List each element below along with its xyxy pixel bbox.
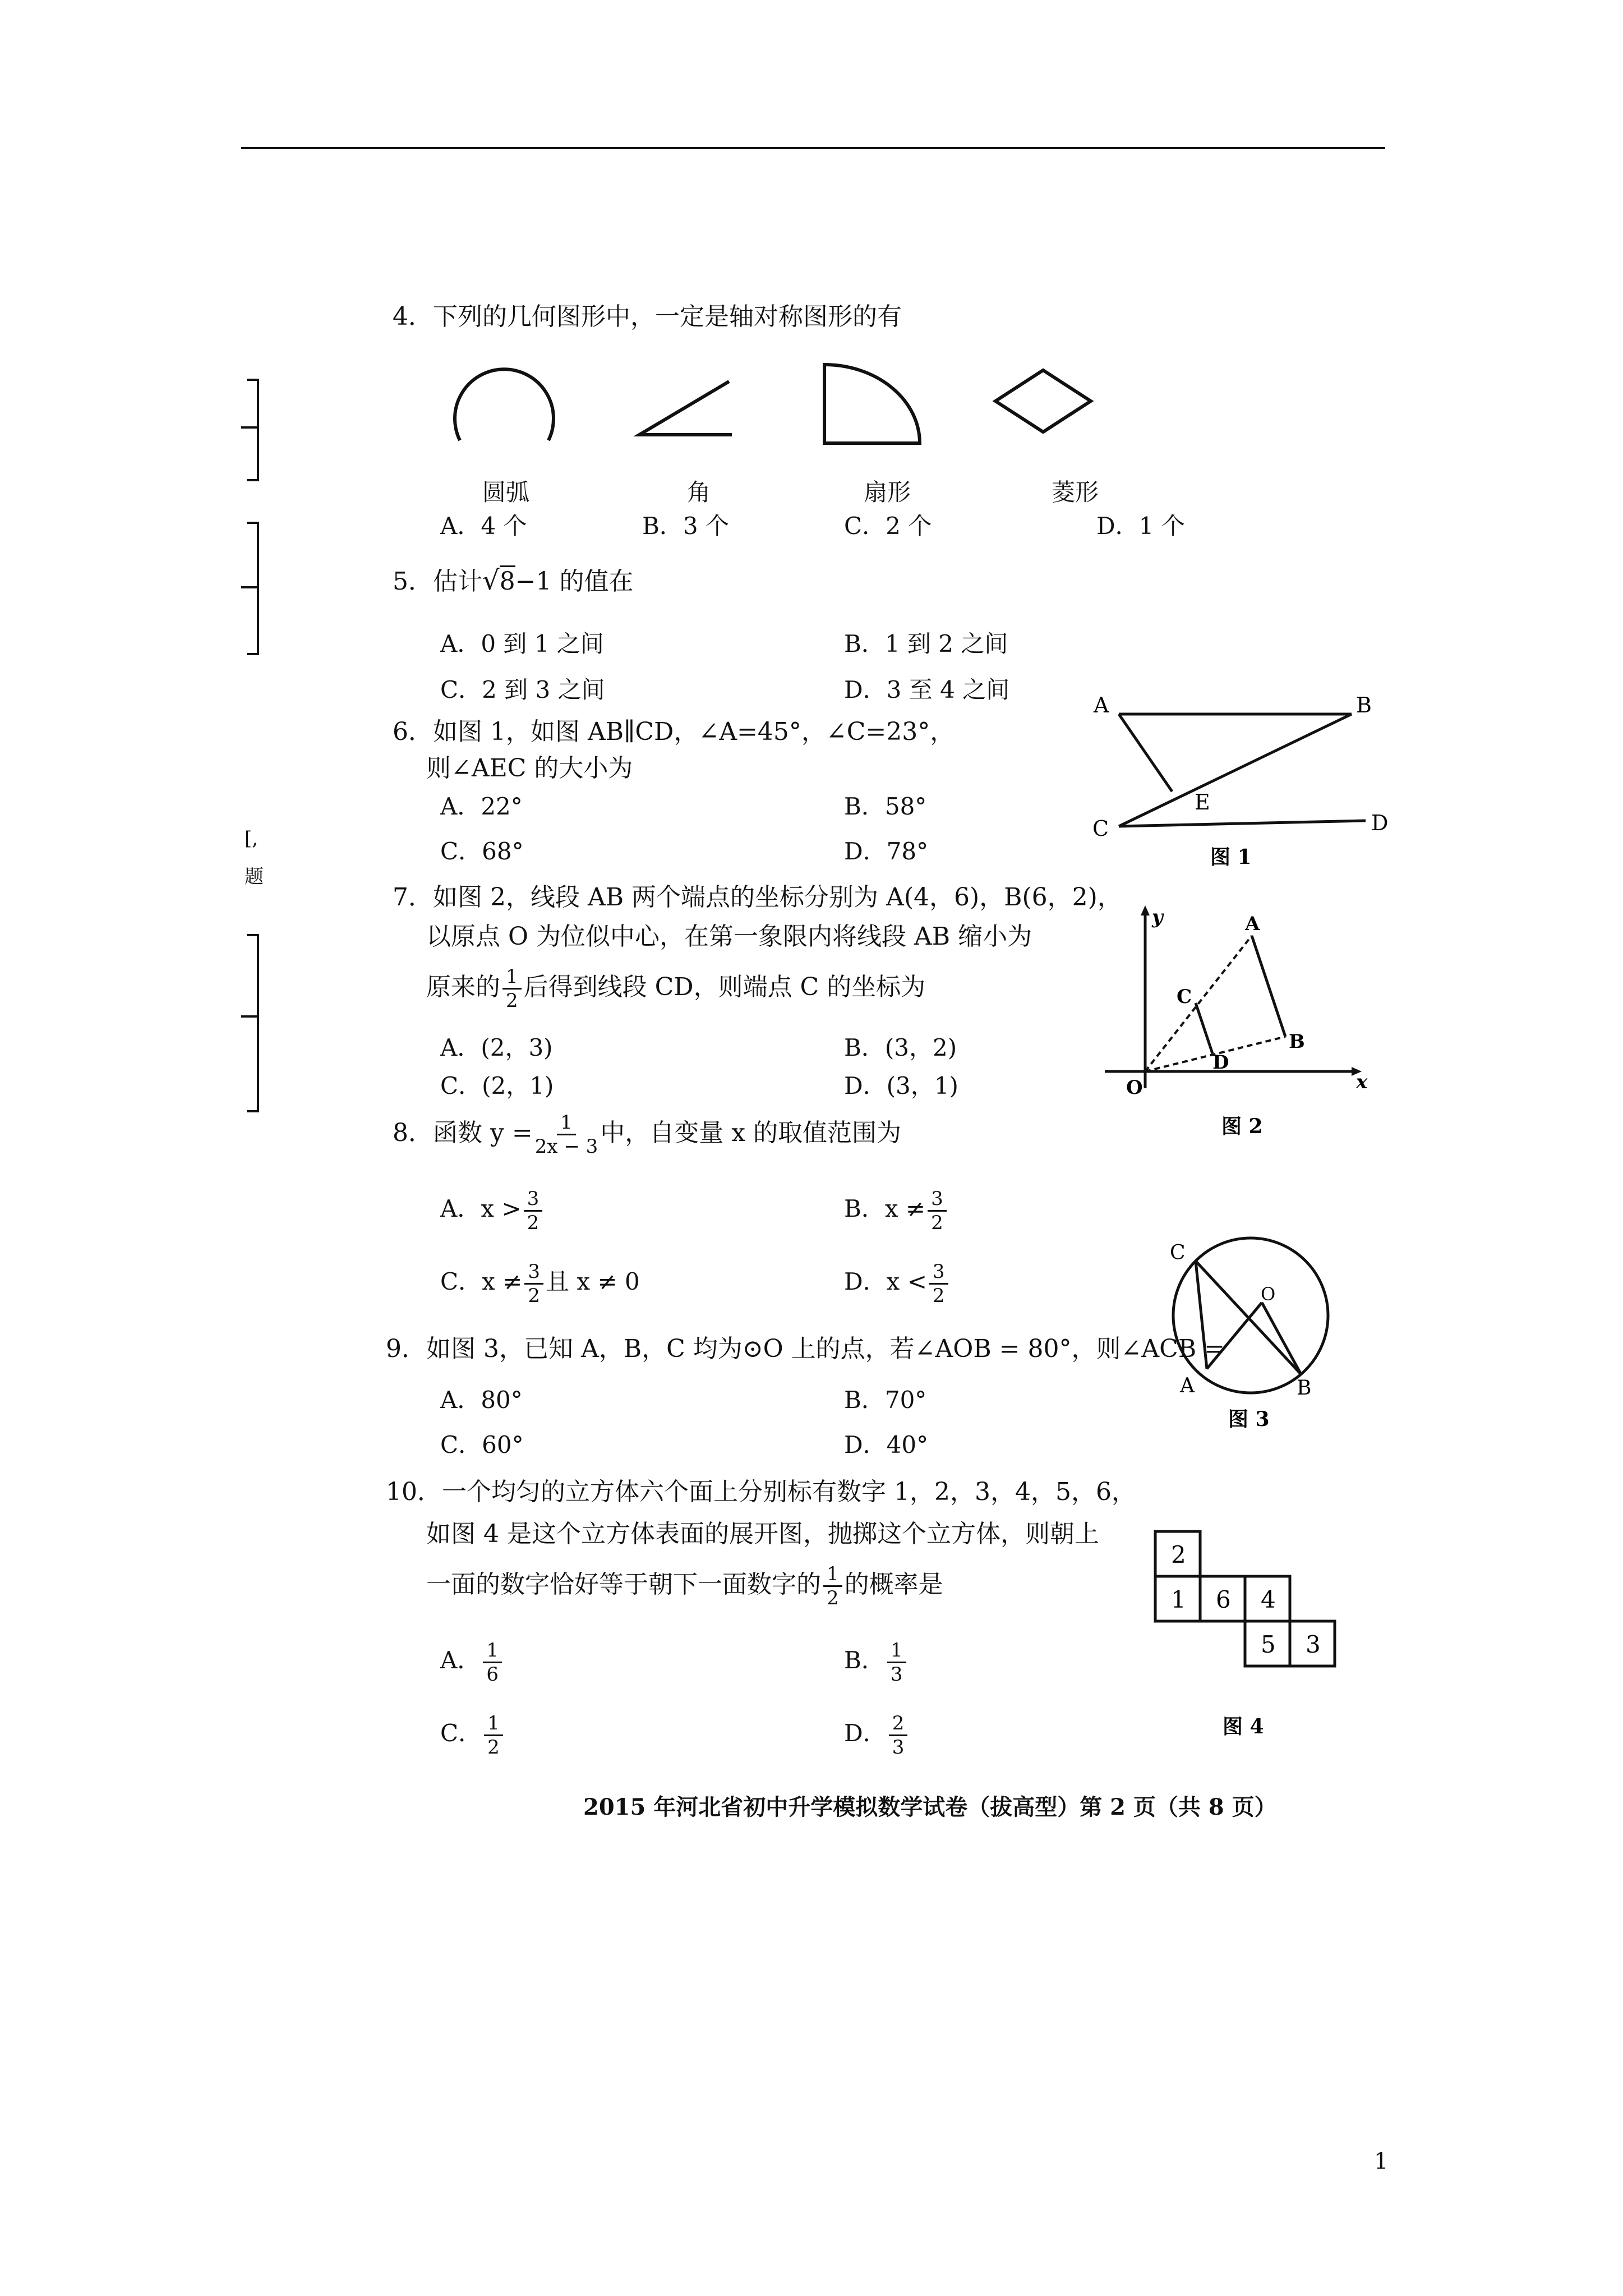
q4-option-d[interactable]: D．1 个 xyxy=(1096,512,1185,540)
fig1-segment-cd xyxy=(1119,821,1366,826)
angle-shape xyxy=(639,381,732,435)
q7-line3-after: 后得到线段 CD，则端点 C 的坐标为 xyxy=(523,973,926,1001)
fig2-label-c: C xyxy=(1177,986,1192,1008)
q6-option-d[interactable]: D．78° xyxy=(844,838,929,865)
q5-option-b[interactable]: B．1 到 2 之间 xyxy=(844,630,1008,657)
q4-option-b[interactable]: B．3 个 xyxy=(642,512,729,540)
q10-frac-num: 1 xyxy=(823,1565,842,1587)
fig3-label-o: O xyxy=(1261,1283,1276,1305)
q10-opt-a-num: 1 xyxy=(483,1641,502,1663)
binding-bracket-1 xyxy=(247,379,259,481)
fig2-segment-cd xyxy=(1196,1003,1212,1053)
q8-opt-a-frac xyxy=(524,1189,543,1232)
q7-frac-num: 1 xyxy=(502,967,522,990)
q8-option-b[interactable] xyxy=(844,1184,949,1234)
q6-stem-line2: 则∠AEC 的大小为 xyxy=(426,754,633,783)
q10-opt-d-pre: D． xyxy=(844,1719,887,1747)
q9-option-a[interactable]: A．80° xyxy=(440,1386,523,1414)
fig1-label-a: A xyxy=(1094,693,1109,717)
q8-stem xyxy=(393,1108,901,1158)
fig4-caption: 图 4 xyxy=(1223,1715,1264,1738)
shape-label-rhombus: 菱形 xyxy=(1052,478,1099,506)
fig2-segment-ab xyxy=(1252,936,1285,1037)
q10-opt-d-frac xyxy=(889,1711,908,1759)
page-number: 1 xyxy=(1374,2148,1389,2174)
q6-option-b[interactable]: B．58° xyxy=(844,793,927,820)
binding-tick-1 xyxy=(241,426,258,429)
sector-shape xyxy=(824,365,920,443)
q10-line3-before: 一面的数字恰好等于朝下一面数字的 xyxy=(426,1570,821,1599)
q8-opt-d-pre: D．x < xyxy=(844,1268,927,1295)
fig4-num-5: 5 xyxy=(1261,1631,1276,1658)
q7-line3-before: 原来的 xyxy=(426,973,500,1001)
q4-option-c[interactable]: C．2 个 xyxy=(844,512,932,540)
q8-opt-a-pre: A．x > xyxy=(440,1195,522,1222)
q10-opt-a-pre: A． xyxy=(440,1646,481,1674)
q10-option-b[interactable] xyxy=(844,1635,909,1686)
fig2-label-x: x xyxy=(1356,1071,1368,1093)
fig2-y-arrow xyxy=(1141,905,1150,915)
shape-label-angle: 角 xyxy=(687,478,711,506)
figure-1 xyxy=(1088,687,1402,872)
q8-opt-d-den: 2 xyxy=(932,1284,945,1307)
figure-4 xyxy=(1144,1526,1380,1745)
q4-shapes xyxy=(437,348,1189,460)
q8-frac-den: 2x − 3 xyxy=(534,1135,598,1158)
fig1-label-d: D xyxy=(1371,811,1389,835)
q8-before: 8．函数 y = xyxy=(393,1119,533,1147)
q6-option-a[interactable]: A．22° xyxy=(440,793,523,820)
fig4-num-3: 3 xyxy=(1306,1631,1321,1658)
header-rule xyxy=(241,147,1385,149)
fig1-segment-ae xyxy=(1119,714,1172,792)
q10-stem-line2: 如图 4 是这个立方体表面的展开图，抛掷这个立方体，则朝上 xyxy=(426,1520,1099,1548)
q8-frac-num: 1 xyxy=(557,1113,576,1135)
q10-option-a[interactable] xyxy=(440,1635,504,1686)
fig1-label-e: E xyxy=(1195,790,1210,815)
q10-option-d[interactable] xyxy=(844,1708,910,1759)
q8-opt-c-num: 3 xyxy=(524,1262,543,1285)
fig2-label-y: y xyxy=(1152,906,1163,928)
fig1-segment-cb xyxy=(1119,714,1352,826)
q5-stem xyxy=(393,564,633,599)
q8-opt-b-pre: B．x ≠ xyxy=(844,1195,926,1222)
fig2-label-o: O xyxy=(1126,1076,1143,1099)
fig3-caption: 图 3 xyxy=(1228,1407,1270,1431)
q8-opt-c-post: 且 x ≠ 0 xyxy=(546,1268,640,1295)
fig4-num-2: 2 xyxy=(1171,1541,1186,1568)
q9-option-c[interactable]: C．60° xyxy=(440,1431,524,1458)
q6-stem-line1: 6．如图 1，如图 AB∥CD，∠A=45°，∠C=23°， xyxy=(393,717,955,746)
shape-label-sector: 扇形 xyxy=(864,478,911,506)
fig3-label-b: B xyxy=(1297,1377,1312,1400)
q8-opt-b-num: 3 xyxy=(928,1189,947,1212)
fig4-num-1: 1 xyxy=(1171,1586,1186,1613)
q9-option-b[interactable]: B．70° xyxy=(844,1386,927,1414)
q7-stem-line2: 以原点 O 为位似中心，在第一象限内将线段 AB 缩小为 xyxy=(426,922,1032,951)
fig1-label-c: C xyxy=(1092,816,1109,841)
q10-opt-a-den: 6 xyxy=(486,1663,499,1686)
q5-radicand: 8 xyxy=(500,565,515,596)
fig4-num-6: 6 xyxy=(1216,1586,1231,1613)
q10-opt-b-den: 3 xyxy=(890,1663,903,1686)
q8-opt-c-pre: C．x ≠ xyxy=(440,1268,523,1295)
q5-option-a[interactable]: A．0 到 1 之间 xyxy=(440,630,604,657)
q8-opt-a-num: 3 xyxy=(524,1189,543,1212)
shape-label-arc: 圆弧 xyxy=(482,478,530,506)
binding-bracket-2 xyxy=(247,522,259,655)
q10-opt-d-den: 3 xyxy=(892,1736,905,1759)
fig4-num-4: 4 xyxy=(1261,1586,1276,1613)
q10-opt-b-frac xyxy=(887,1641,906,1684)
q8-option-d[interactable] xyxy=(844,1257,951,1307)
q8-opt-a-den: 2 xyxy=(527,1211,540,1234)
q10-option-c[interactable] xyxy=(440,1708,505,1759)
rhombus-shape xyxy=(995,370,1091,432)
q10-frac-den: 2 xyxy=(827,1587,839,1609)
q8-opt-c-den: 2 xyxy=(528,1284,541,1307)
q10-fraction xyxy=(823,1565,842,1608)
fig2-label-d: D xyxy=(1212,1051,1229,1074)
page-footer: 2015 年河北省初中升学模拟数学试卷（拔高型）第 2 页（共 8 页） xyxy=(583,1794,1277,1820)
q7-option-c[interactable]: C．(2，1) xyxy=(440,1072,554,1099)
q10-opt-b-pre: B． xyxy=(844,1646,885,1674)
q4-stem: 4．下列的几何图形中，一定是轴对称图形的有 xyxy=(393,302,902,331)
fig3-label-a: A xyxy=(1180,1374,1195,1397)
q10-opt-c-den: 2 xyxy=(487,1736,500,1759)
fig2-label-b: B xyxy=(1289,1030,1305,1053)
q8-fraction xyxy=(535,1113,598,1156)
q10-stem-line3 xyxy=(426,1559,943,1610)
fig3-label-c: C xyxy=(1170,1241,1186,1264)
q10-opt-c-pre: C． xyxy=(440,1719,482,1747)
q10-opt-d-num: 2 xyxy=(889,1714,908,1736)
q8-opt-b-den: 2 xyxy=(931,1211,943,1234)
margin-mark-2: 题 xyxy=(245,866,264,888)
fig1-caption: 图 1 xyxy=(1210,845,1252,869)
q8-option-c[interactable] xyxy=(440,1257,640,1307)
q8-opt-b-frac xyxy=(928,1189,947,1232)
arc-shape xyxy=(455,369,554,440)
q8-after: 中，自变量 x 的取值范围为 xyxy=(600,1119,902,1147)
q10-stem-line1: 10．一个均匀的立方体六个面上分别标有数字 1，2，3，4，5，6， xyxy=(386,1478,1136,1506)
q9-stem: 9．如图 3，已知 A，B，C 均为⊙O 上的点，若∠AOB = 80°，则∠ACB = xyxy=(386,1335,1225,1363)
q7-stem-line3 xyxy=(426,962,925,1013)
q7-option-d[interactable]: D．(3，1) xyxy=(844,1072,958,1099)
q10-opt-b-num: 1 xyxy=(887,1641,906,1663)
q7-frac-den: 2 xyxy=(506,990,518,1012)
q8-opt-c-frac xyxy=(524,1262,543,1305)
q5-option-d[interactable]: D．3 至 4 之间 xyxy=(844,676,1010,703)
sqrt-sign: √ xyxy=(482,565,500,596)
q10-line3-after: 的概率是 xyxy=(844,1570,943,1599)
q10-opt-a-frac xyxy=(483,1641,502,1684)
q5-prefix: 5．估计 xyxy=(393,567,482,596)
q7-option-a[interactable]: A．(2，3) xyxy=(440,1034,553,1061)
q6-option-c[interactable]: C．68° xyxy=(440,838,524,865)
fig2-ray-oa xyxy=(1145,936,1252,1071)
q10-opt-c-num: 1 xyxy=(484,1714,503,1736)
q5-option-c[interactable]: C．2 到 3 之间 xyxy=(440,676,605,703)
binding-tick-2 xyxy=(241,586,258,588)
q7-stem-line1: 7．如图 2，线段 AB 两个端点的坐标分别为 A(4，6)，B(6，2)， xyxy=(393,883,1122,912)
q8-option-a[interactable] xyxy=(440,1184,545,1234)
margin-mark-1: [, xyxy=(245,827,259,850)
q7-fraction xyxy=(502,967,522,1010)
binding-bracket-3 xyxy=(247,934,259,1112)
q7-option-b[interactable]: B．(3，2) xyxy=(844,1034,957,1061)
binding-tick-3 xyxy=(241,1015,258,1018)
fig2-caption: 图 2 xyxy=(1221,1115,1263,1138)
figure-2 xyxy=(1105,903,1368,1139)
q5-suffix: −1 的值在 xyxy=(515,567,634,596)
q8-opt-d-frac xyxy=(929,1262,948,1305)
q8-opt-d-num: 3 xyxy=(929,1262,948,1285)
q4-option-a[interactable]: A．4 个 xyxy=(440,512,527,540)
fig2-label-a: A xyxy=(1245,913,1260,935)
q10-opt-c-frac xyxy=(484,1711,503,1759)
fig1-label-b: B xyxy=(1356,693,1372,717)
q9-option-d[interactable]: D．40° xyxy=(844,1431,929,1458)
